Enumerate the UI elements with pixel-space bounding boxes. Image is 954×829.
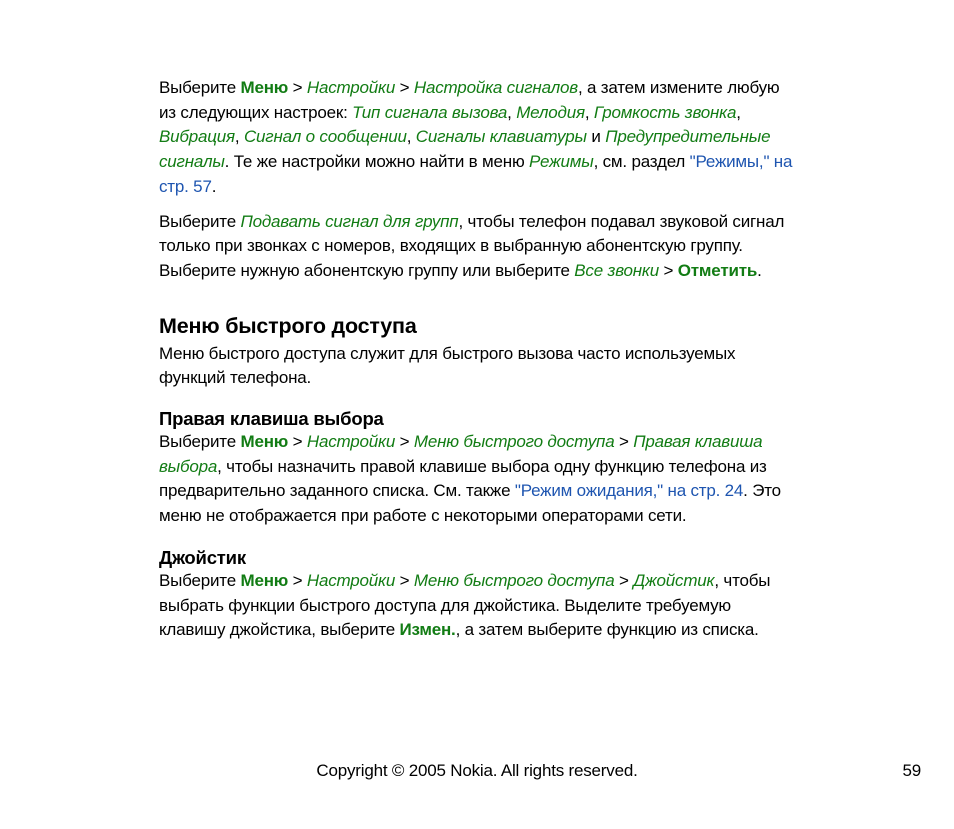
- para-tone-settings: [159, 76, 799, 200]
- menu-item-label: Подавать сигнал для групп: [240, 211, 459, 231]
- text-run: >: [288, 570, 307, 590]
- text-run: ,: [406, 127, 416, 147]
- page-content: [159, 76, 799, 653]
- text-run: .: [757, 260, 762, 280]
- menu-item-label: Джойстик: [633, 570, 715, 590]
- menu-item-label: Вибрация: [159, 127, 235, 147]
- page-number: 59: [902, 761, 921, 780]
- heading-right-selection-key: Правая клавиша выбора: [159, 408, 384, 430]
- text-run: Выберите: [159, 432, 241, 452]
- para-quick-access-intro: [159, 342, 799, 391]
- footer-copyright: Copyright © 2005 Nokia. All rights reserved.: [316, 761, 638, 780]
- menu-item-label: Сигналы клавиатуры: [415, 127, 587, 147]
- text-run: . Те же настройки можно найти в меню: [224, 152, 530, 172]
- text-run: , а затем выберите функцию из списка.: [455, 620, 759, 640]
- text-run: , чтобы выбрать функции быстрого доступа для джойстика. Выделите требуемую клавишу джойстика, выберите: [159, 570, 771, 640]
- text-run: >: [395, 432, 414, 452]
- cross-reference-link[interactable]: "Режим ожидания," на стр. 24: [514, 481, 744, 501]
- text-run: .: [211, 176, 217, 196]
- softkey-command: Меню: [240, 570, 289, 590]
- text-run: и: [586, 127, 606, 147]
- text-run: , см. раздел: [593, 152, 690, 172]
- text-run: . Это меню не отображается при работе с некоторыми операторами сети.: [159, 481, 781, 526]
- text-run: ,: [584, 102, 594, 122]
- para-joystick: [159, 569, 799, 643]
- menu-item-label: Настройка сигналов: [413, 78, 578, 97]
- menu-item-label: Все звонки: [574, 260, 659, 280]
- text-run: >: [614, 570, 634, 590]
- text-run: >: [659, 260, 678, 280]
- para-alert-for-groups: [159, 210, 799, 284]
- text-run: >: [288, 432, 307, 452]
- text-run: >: [395, 78, 414, 97]
- heading-quick-access-menu: Меню быстрого доступа: [159, 313, 417, 338]
- text-run: ,: [234, 127, 244, 147]
- menu-item-label: Мелодия: [516, 102, 585, 122]
- menu-item-label: Громкость звонка: [593, 102, 737, 122]
- text-run: , чтобы назначить правой клавише выбора одну функцию телефона из предварительно заданного списка. См. также: [159, 456, 767, 501]
- text-run: , чтобы телефон подавал звуковой сигнал только при звонках с номеров, входящих в выбранную абонентскую группу. Выберите нужную абонентскую группу или выберите: [159, 211, 785, 280]
- softkey-command: Меню: [240, 432, 289, 452]
- text-run: >: [395, 570, 414, 590]
- softkey-command: Меню: [240, 78, 289, 97]
- text-run: >: [614, 432, 634, 452]
- menu-item-label: Сигнал о сообщении: [243, 127, 407, 147]
- text-run: Выберите: [159, 570, 241, 590]
- menu-item-label: Настройки: [306, 78, 396, 97]
- cross-reference-link[interactable]: "Режимы," на стр. 57: [159, 152, 793, 196]
- menu-item-label: Режимы: [529, 152, 594, 172]
- footer: [0, 760, 954, 786]
- text-run: >: [288, 78, 307, 97]
- menu-item-label: Меню быстрого доступа: [413, 432, 615, 452]
- text-run: , а затем измените любую из следующих настроек:: [159, 78, 780, 122]
- menu-item-label: Тип сигнала вызова: [352, 102, 508, 122]
- text-run: Выберите: [159, 78, 241, 97]
- heading-joystick: Джойстик: [159, 546, 246, 568]
- text-run: Выберите: [159, 211, 241, 231]
- menu-item-label: Настройки: [306, 432, 396, 452]
- text-run: ,: [507, 102, 517, 122]
- softkey-command: Измен.: [399, 620, 456, 640]
- menu-item-label: Предупредительные сигналы: [159, 127, 771, 172]
- para-right-selection-key: [159, 430, 799, 529]
- menu-item-label: Правая клавиша выбора: [159, 432, 763, 476]
- text-run: ,: [736, 102, 741, 122]
- menu-item-label: Меню быстрого доступа: [413, 570, 615, 590]
- softkey-command: Отметить: [677, 260, 758, 280]
- menu-item-label: Настройки: [306, 570, 396, 590]
- text-run: Меню быстрого доступа служит для быстрого вызова часто используемых функций телефона.: [159, 343, 736, 388]
